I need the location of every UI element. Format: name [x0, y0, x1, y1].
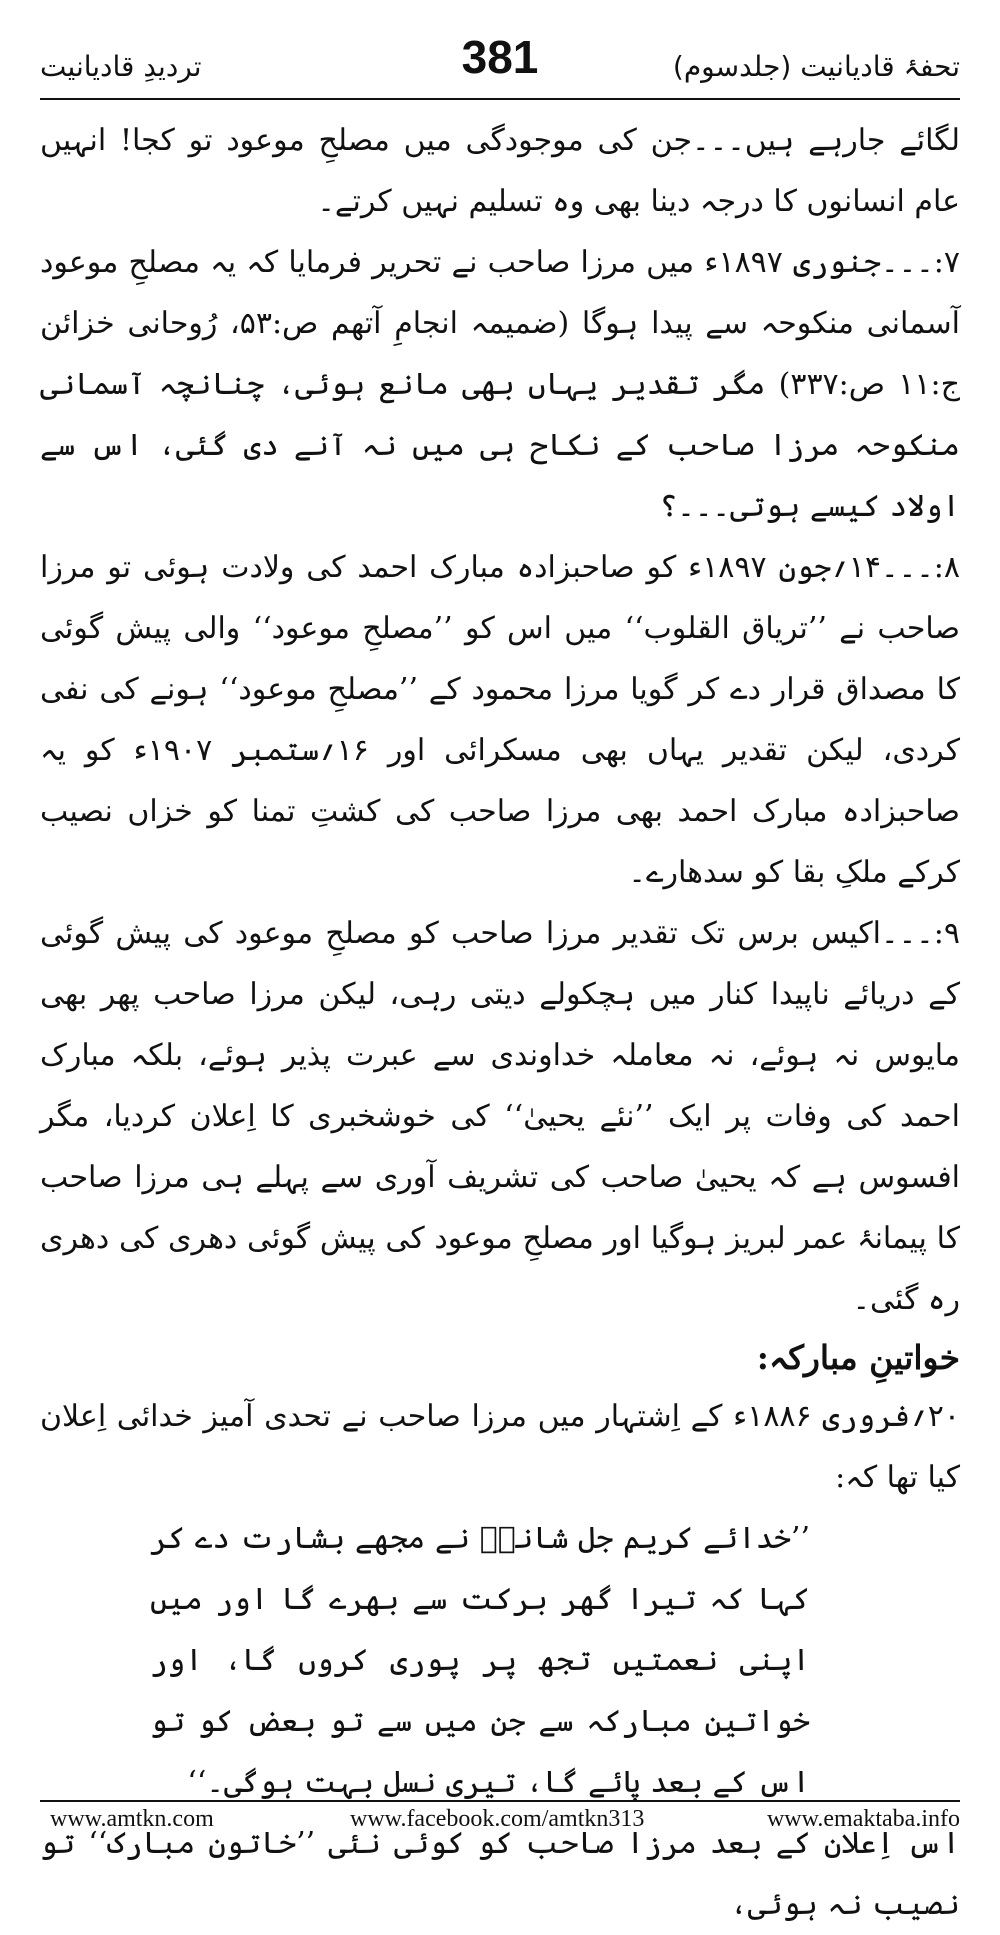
section-heading: خواتینِ مبارکہ: [756, 1338, 960, 1377]
book-title: تحفۂ قادیانیت (جلدسوم) [672, 50, 960, 83]
block-quote: ’’خدائے کریم جل شانہٗ نے مجھے بشارت دے کر کہا کہ تیرا گھر برکت سے بھرے گا اور میں اپنی نعمتیں تجھ پر پوری کروں گا، اور خواتینِ مبارکہ سے جن میں سے تو بعض کو تو اس کے بعد پائے گا، تیری نسل بہت ہوگی۔‘‘ [150, 1521, 810, 1800]
paragraph: ۷:۔۔۔جنوری ۱۸۹۷ء میں مرزا صاحب نے تحریر فرمایا کہ یہ مصلحِ موعود آسمانی منکوحہ سے پیدا ہوگا (ضمیمہ انجامِ آتھم ص:۵۳، رُوحانی خزائن ج:۱۱ ص:۳۳۷) مگر تقدیر یہاں بھی مانع ہوئی، چنانچہ آسمانی منکوحہ مرزا صاحب کے نکاح ہی میں نہ آنے دی گئی، اس سے اولاد کیسے ہوتی۔۔۔؟ [40, 245, 960, 524]
paragraph: لگائے جارہے ہیں۔۔۔جن کی موجودگی میں مصلحِ موعود تو کجا! انہیں عام انسانوں کا درجہ دینا بھی وہ تسلیم نہیں کرتے۔ [40, 123, 960, 219]
page-footer [50, 1806, 960, 1842]
footer-rule [40, 1800, 960, 1802]
paragraph: ۲۰؍فروری ۱۸۸۶ء کے اِشتہار میں مرزا صاحب نے تحدی آمیز خدائی اِعلان کیا تھا کہ: [40, 1399, 961, 1495]
footer-link-emaktaba: www.emaktaba.info [766, 1806, 960, 1832]
page-number: 381 [461, 31, 539, 83]
page-header [40, 30, 960, 90]
section-title: تردیدِ قادیانیت [40, 50, 202, 83]
body-text [40, 110, 960, 1935]
footer-link-amtkn: www.amtkn.com [50, 1806, 214, 1832]
footer-link-facebook: www.facebook.com/amtkn313 [350, 1806, 645, 1832]
header-rule [40, 98, 960, 100]
paragraph: اس اِعلان کے بعد مرزا صاحب کو کوئی نئی ’’خاتون مبارک‘‘ تو نصیب نہ ہوئی، [40, 1826, 960, 1922]
paragraph: ۹:۔۔۔اکیس برس تک تقدیر مرزا صاحب کو مصلحِ موعود کی پیش گوئی کے دریائے ناپیدا کنار میں ہچکولے دیتی رہی، لیکن مرزا صاحب پھر بھی مایوس نہ ہوئے، نہ معاملہ خداوندی سے عبرت پذیر ہوئے، بلکہ مبارک احمد کی وفات پر ایک ’’نئے یحییٰ‘‘ کی خوشخبری کا اِعلان کردیا، مگر افسوس ہے کہ یحییٰ صاحب کی تشریف آوری سے پہلے ہی مرزا صاحب کا پیمانۂ عمر لبریز ہوگیا اور مصلحِ موعود کی پیش گوئی دھری کی دھری رہ گئی۔ [40, 916, 960, 1317]
paragraph: ۸:۔۔۔۱۴؍جون ۱۸۹۷ء کو صاحبزادہ مبارک احمد کی ولادت ہوئی تو مرزا صاحب نے ’’تریاق القلوب‘‘ میں اس کو ’’مصلحِ موعود‘‘ والی پیش گوئی کا مصداق قرار دے کر گویا مرزا محمود کے ’’مصلحِ موعود‘‘ ہونے کی نفی کردی، لیکن تقدیر یہاں بھی مسکرائی اور ۱۶؍ستمبر ۱۹۰۷ء کو یہ صاحبزادہ مبارک احمد بھی مرزا صاحب کی کشتِ تمنا کو خزاں نصیب کرکے ملکِ بقا کو سدھارے۔ [40, 550, 960, 890]
